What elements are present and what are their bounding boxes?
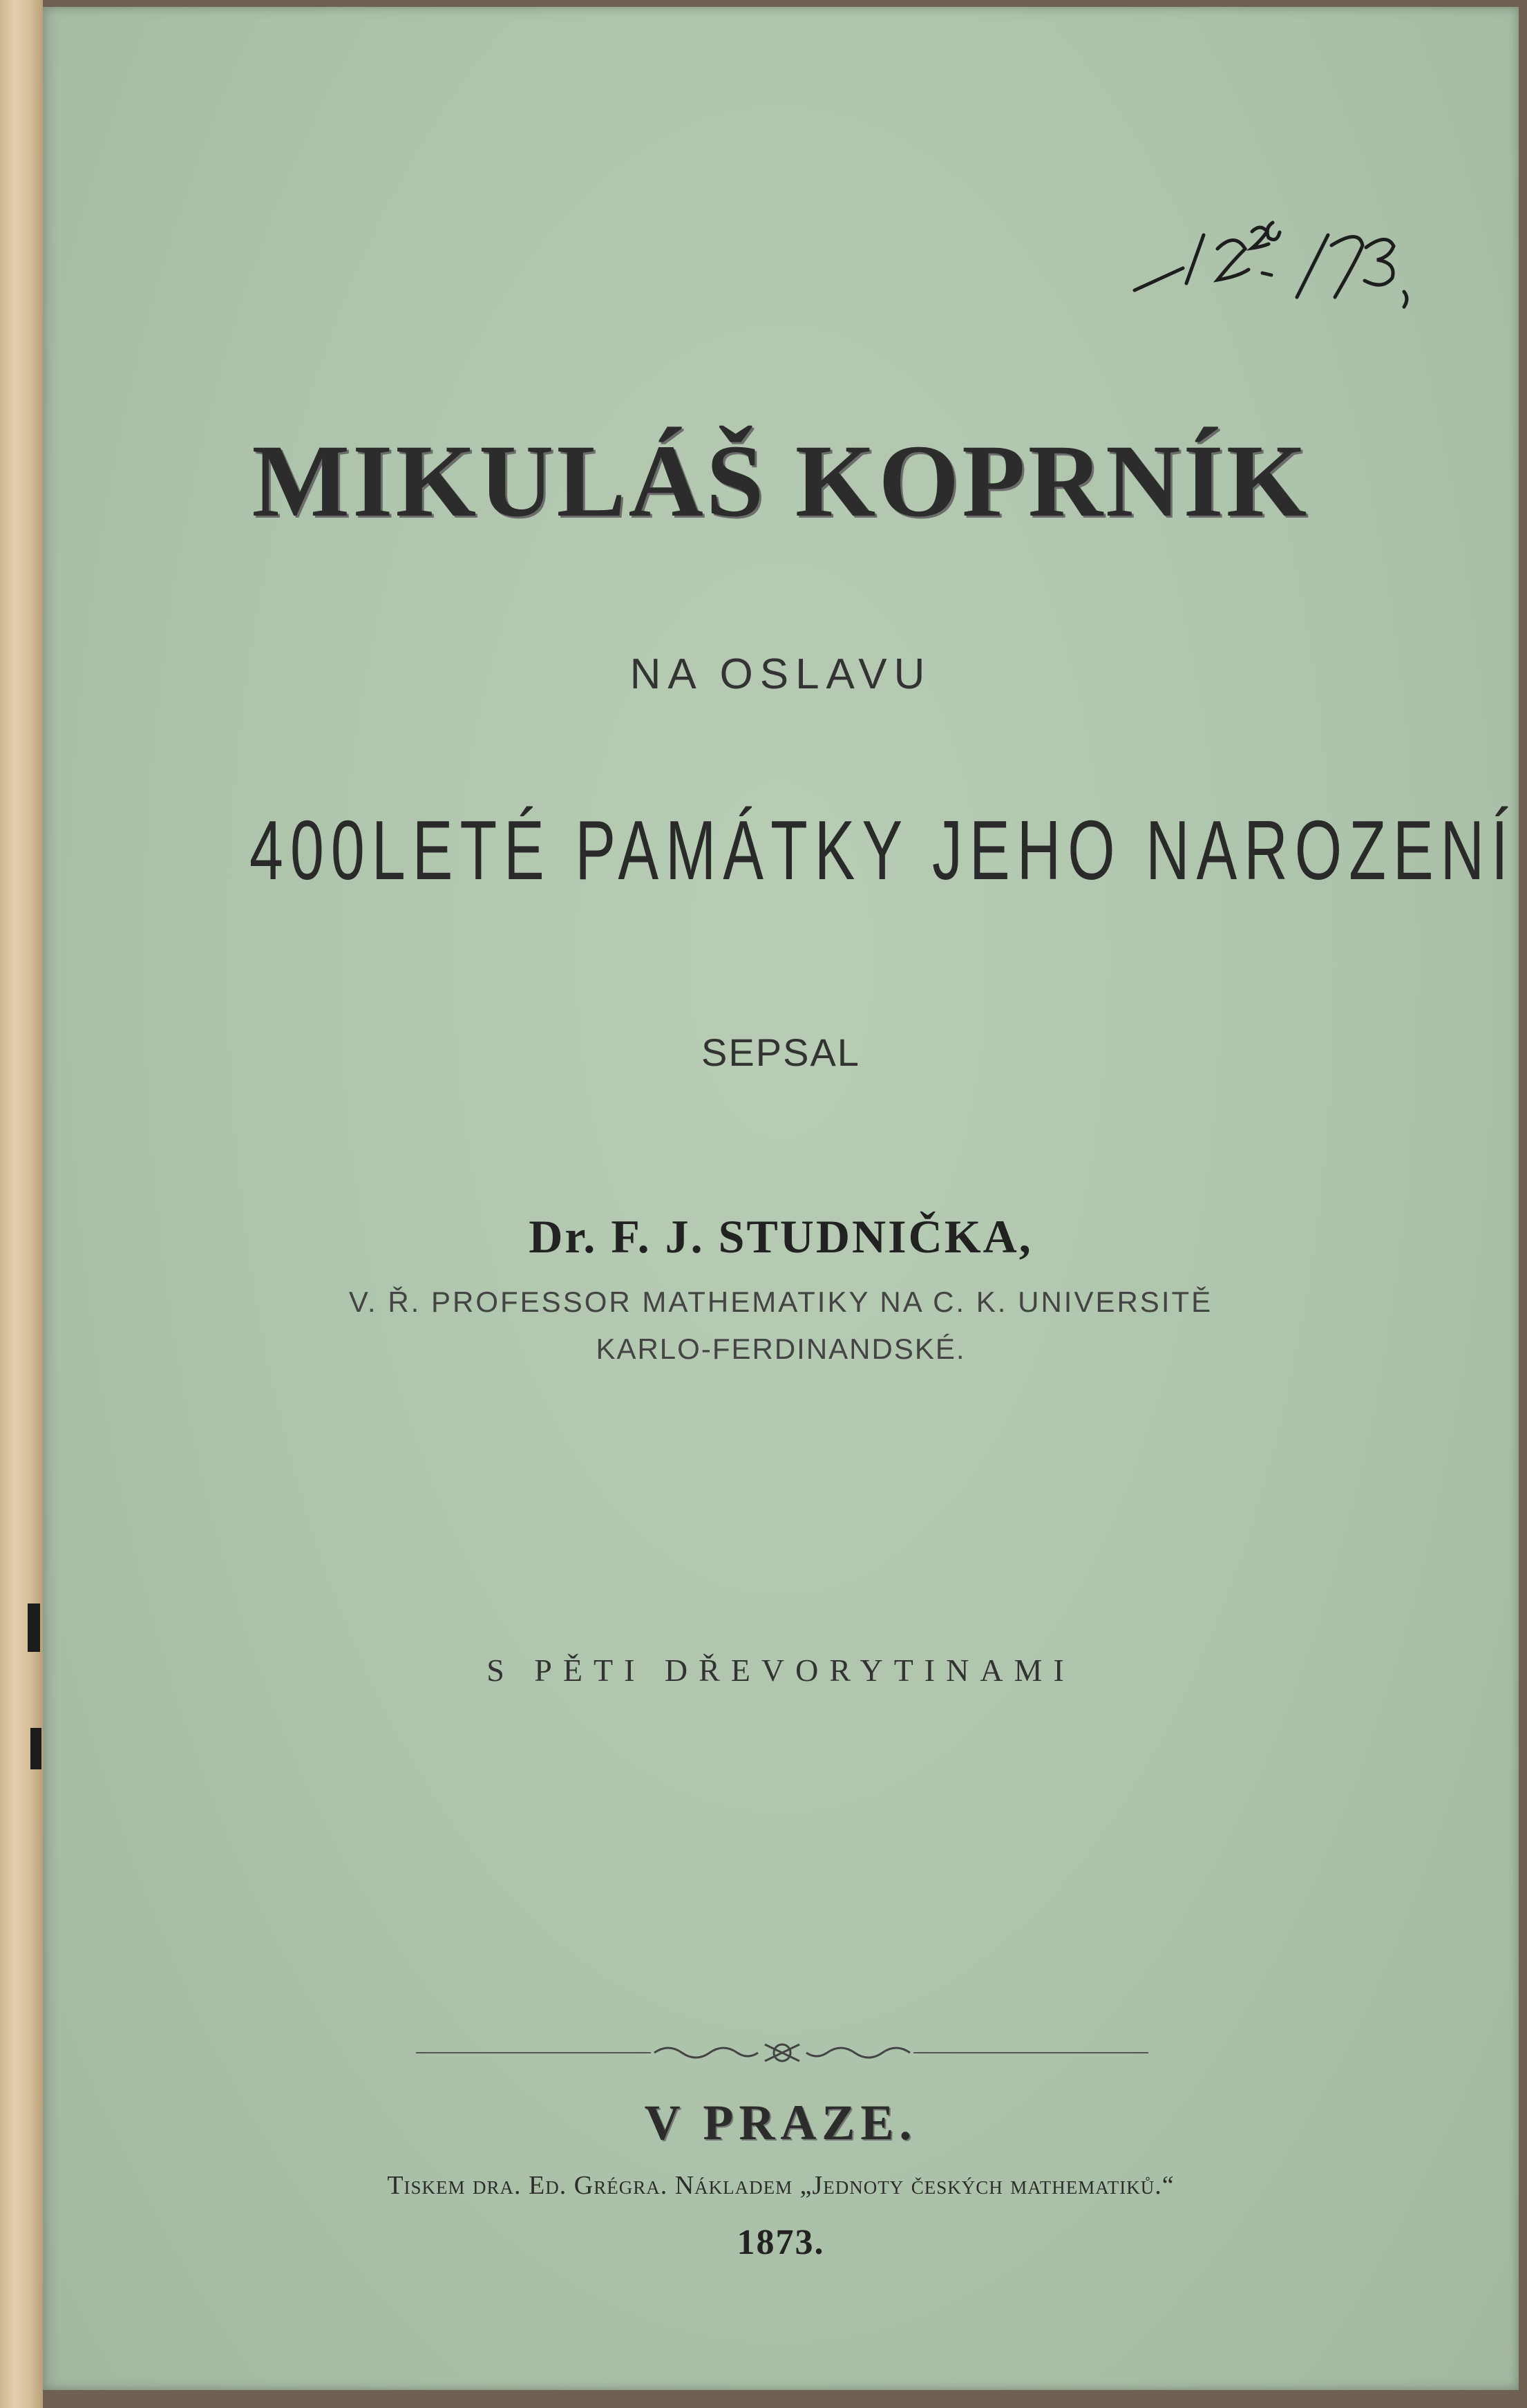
publication-place: V PRAZE. [644,2095,918,2150]
book-spine-edge [0,0,43,2408]
dedication-line-2: 400LETÉ PAMÁTKY JEHO NAROZENÍ [249,803,1515,897]
book-title: MIKULÁŠ KOPRNÍK [252,424,1310,538]
author-position-line-2: KARLO-FERDINANDSKÉ. [596,1333,966,1365]
author-position-line-1: V. Ř. PROFESSOR MATHEMATIKY NA C. K. UNIVERSITĚ [348,1286,1213,1318]
dedication-line-1: NA OSLAVU [629,650,932,698]
author-name: Dr. F. J. STUDNIČKA, [529,1210,1033,1263]
byline-label: SEPSAL [701,1031,860,1074]
spine-mark [28,1603,40,1652]
ornament-divider [416,2039,1148,2067]
illustrations-note: S PĚTI DŘEVORYTINAMI [486,1653,1075,1688]
publication-year: 1873. [737,2223,825,2262]
title-page [43,7,1519,2390]
spine-mark [30,1728,41,1769]
printer-line: Tiskem dra. Ed. Grégra. Nákladem „Jednoty českých mathematiků.“ [387,2171,1175,2200]
handwritten-shelfmark [1121,207,1425,318]
